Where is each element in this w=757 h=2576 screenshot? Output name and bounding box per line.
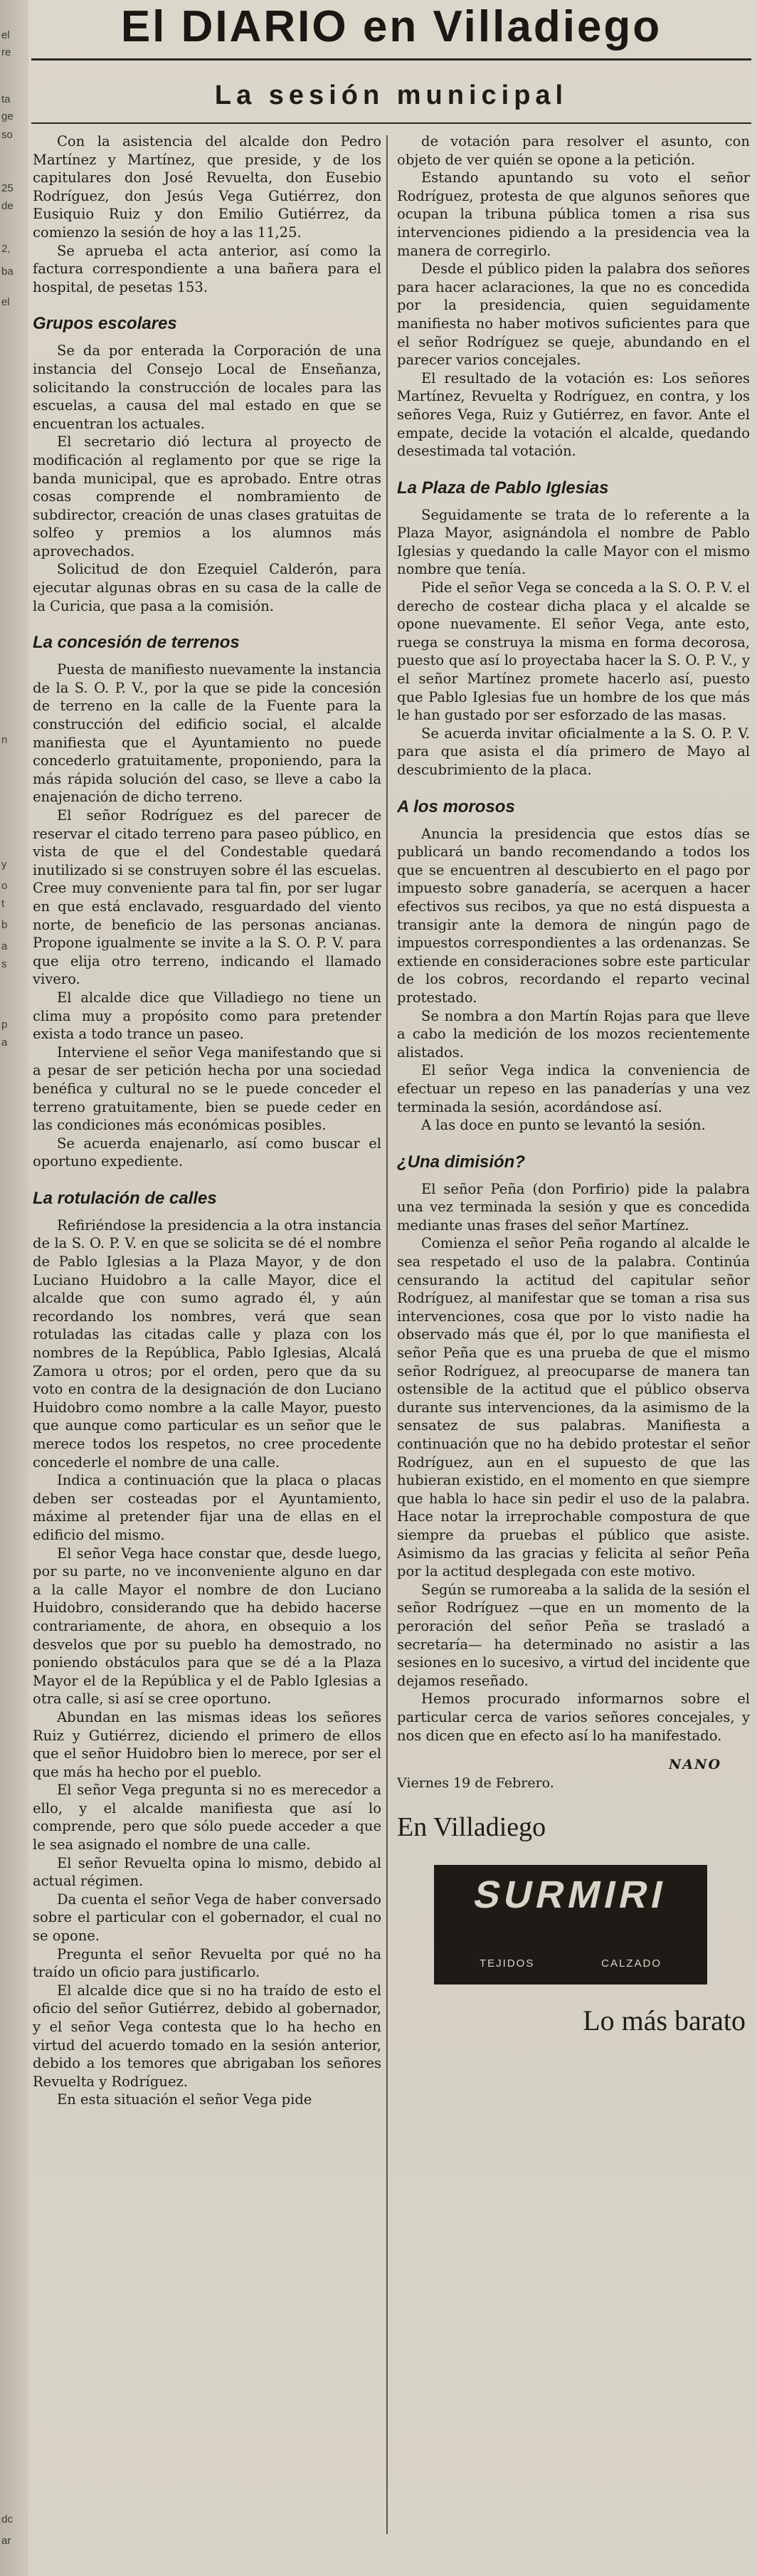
edge-fragment: el: [1, 296, 10, 308]
ad-tag-tejidos: TEJIDOS: [480, 1957, 535, 1970]
edge-fragment: a: [1, 940, 8, 952]
paragraph: Se acuerda enajenarlo, así como buscar el oportuno expediente.: [33, 1135, 381, 1170]
edge-fragment: s: [1, 958, 7, 970]
paragraph: Se nombra a don Martín Rojas para que lleve a cabo la medición de los mozos recientemente alistados.: [397, 1007, 750, 1061]
edge-fragment: p: [1, 1019, 8, 1031]
paragraph: El alcalde dice que Villadiego no tiene un clima muy a propósito como para pretender exista a todo trance un paseo.: [33, 989, 381, 1043]
edge-fragment: el: [1, 29, 10, 41]
ad-logo-box: [434, 1865, 707, 1984]
right-column: [397, 132, 750, 2538]
edge-fragment: o: [1, 880, 8, 892]
adjacent-column-edge: [0, 0, 28, 2576]
edge-fragment: t: [1, 898, 5, 910]
paragraph: Abundan en las mismas ideas los señores Ruiz y Gutiérrez, diciendo el primero de ellos que el señor Huidobro bien lo merece, por ser el que más ha hecho por el pueblo.: [33, 1708, 381, 1780]
paragraph: Pregunta el señor Revuelta por qué no ha traído un oficio para justificarlo.: [33, 1945, 381, 1981]
paragraph: Desde el público piden la palabra dos señores para hacer aclaraciones, la que no es concedida por la presidencia, quien seguidamente manifiesta no haber motivos suficientes para que el señor Rodríguez se queje, abundando en el parecer varios concejales.: [397, 261, 750, 369]
ad-tag-calzado: CALZADO: [601, 1957, 662, 1970]
paragraph: Pide el señor Vega se conceda a la S. O. P. V. el derecho de costear dicha placa y el alcalde se opone nuevamente. El señor Vega, ante esto, ruega se construya la misma en forma decorosa, puesto que así lo proyectaba hacer la S. O. P. V., y el señor Martínez promete hacerlo así, puesto que Pablo Iglesias fue un hombre de los que más le han gustado por ser esforzado de las masas.: [397, 579, 750, 724]
paragraph: de votación para resolver el asunto, con objeto de ver quién se opone a la petición.: [397, 133, 750, 168]
edge-fragment: ge: [1, 110, 14, 122]
paragraph: El señor Vega pregunta si no es merecedor a ello, y el alcalde manifiesta que así lo comprende, pero que sólo puede acceder a que le sea asignado el nombre de una calle.: [33, 1782, 381, 1854]
paragraph: El señor Revuelta opina lo mismo, debido al actual régimen.: [33, 1854, 381, 1890]
edge-fragment: ta: [1, 93, 11, 105]
ad-title: En Villadiego: [397, 1812, 546, 1843]
paragraph: Interviene el señor Vega manifestando que si a pesar de ser petición hecha por una sociedad benéfica y cultural no se le puede conceder el terreno gratuitamente, bien se puede ceder en las condiciones más económicas posibles.: [33, 1043, 381, 1134]
advertisement: [397, 1811, 750, 2039]
subheading: ¿Una dimisión?: [397, 1152, 525, 1172]
dateline: Viernes 19 de Febrero.: [397, 1775, 554, 1791]
paragraph: El señor Vega hace constar que, desde luego, por su parte, no ve inconveniente alguno en dar a la calle Mayor el nombre de don Luciano Huidobro, considerando que ha debido hacerse contrariamente, de ahora, en obsequio a los desvelos que por su pueblo ha demostrado, no poniendo obstáculos para que se dé a la Plaza Mayor el de la República y el de Pablo Iglesias a otra calle, si así se cree oportuno.: [33, 1545, 381, 1708]
paragraph: Hemos procurado informarnos sobre el particular cerca de varios señores concejales, y nos dicen que en efecto así lo ha manifestado.: [397, 1691, 750, 1744]
edge-fragment: dc: [1, 2513, 13, 2525]
edge-fragment: b: [1, 919, 8, 931]
masthead-rule: [31, 58, 751, 61]
paragraph: El resultado de la votación es: Los señores Martínez, Revuelta y Rodríguez, en contra, y los señores Vega, Ruiz y Gutiérrez, en favor. Ante el empate, decide la votación el alcalde, quedando desestimada tal votación.: [397, 369, 750, 460]
paragraph: Con la asistencia del alcalde don Pedro Martínez y Martínez, que preside, y de los capitulares don José Revuelta, don Eusebio Rodríguez, don Jesús Vega Gutiérrez, don Eusiquio Ruiz y don Emilio Gutiérrez, da comienzo la sesión de hoy a las 11,25.: [33, 133, 381, 241]
paragraph: El alcalde dice que si no ha traído de esto el oficio del señor Gutiérrez, debido al gobernador, y el señor Vega contesta que lo ha hecho en virtud del acuerdo tomado en la sesión anterior, debido a los temores que abrigaban los señores Revuelta y Rodríguez.: [33, 1982, 381, 2090]
paragraph: Seguidamente se trata de lo referente a la Plaza Mayor, asignándola el nombre de Pablo Iglesias y quedando la calle Mayor con el mismo nombre que tenía.: [397, 506, 750, 578]
paragraph: Indica a continuación que la placa o placas deben ser costeadas por el Ayuntamiento, máxime al pretender fijar una de ellas en el edificio del mismo.: [33, 1472, 381, 1543]
edge-fragment: 25: [1, 182, 14, 194]
masthead-title: El DIARIO en Villadiego: [120, 2, 662, 51]
paragraph: El secretario dió lectura al proyecto de modificación al reglamento por que se rige la banda municipal, que es aprobado. Entre otras cosas comprende el nombramiento de subdirector, creación de unas clases gratuitas de solfeo y premios a los alumnos más aprovechados.: [33, 433, 381, 559]
paragraph: Comienza el señor Peña rogando al alcalde le sea respetado el uso de la palabra. Continúa censurando la actitud del capitular señor Rodríguez, al manifestar que se toman a risa sus intervenciones, cosa que por lo visto nadie ha observado más que él, por lo que manifiesta el señor Peña que es una prueba de que el mismo señor Rodríguez, al preocuparse de manera tan ostensible de la actitud que el público observa durante sus intervenciones, da la asimismo de la sensatez de sus palabras. Manifiesta a continuación que no ha debido protestar el señor Rodríguez, aun en el supuesto de que las hubieran existido, en el momento en que siempre que habla lo hace sin pedir el uso de la palabra. Hace notar la irreprochable compostura de que siempre da pruebas el público que asiste. Asimismo da las gracias y felicita al señor Peña por la actitud desplegada con este motivo.: [397, 1235, 750, 1580]
paragraph: Anuncia la presidencia que estos días se publicará un bando recomendando a todos los que se encuentren al descubierto en el pago por impuesto sobre ganadería, se acerquen a hacer efectivos sus recibos, ya que no está dispuesta a transigir ante la demora de ningún pago de impuestos correspondientes a las ordenanzas. Se extiende en consideraciones sobre este particular de los cobros, recordando el reparto vecinal protestado.: [397, 825, 750, 1006]
edge-fragment: ba: [1, 266, 14, 278]
paragraph: Se da por enterada la Corporación de una instancia del Consejo Local de Enseñanza, solicitando la construcción de locales para las escuelas, a causa del mal estado en que se encuentran los actuales.: [33, 342, 381, 432]
ad-brand-logo: SURMIRI: [470, 1873, 672, 1917]
paragraph: Según se rumoreaba a la salida de la sesión el señor Rodríguez —que en un momento de la peroración del señor Peña se trasladó a secretaría— ha determinado no asistir a las sesiones en lo sucesivo, a virtud del incidente que dejamos reseñado.: [397, 1581, 750, 1689]
subheading: La rotulación de calles: [33, 1188, 217, 1208]
subheading: Grupos escolares: [33, 314, 177, 334]
paragraph: A las doce en punto se levantó la sesión.: [421, 1117, 706, 1134]
paragraph: Se aprueba el acta anterior, así como la factura correspondiente a una bañera para el hospital, de pesetas 153.: [33, 242, 381, 295]
edge-fragment: 2,: [1, 243, 11, 255]
paragraph: Solicitud de don Ezequiel Calderón, para ejecutar algunas obras en su casa de la calle de la Curicia, que pasa a la comisión.: [33, 561, 381, 614]
edge-fragment: re: [1, 46, 11, 58]
paragraph: En esta situación el señor Vega pide: [57, 2091, 312, 2108]
edge-fragment: y: [1, 858, 7, 871]
edge-fragment: ar: [1, 2535, 11, 2547]
left-column: [33, 132, 381, 2538]
subheading: A los morosos: [397, 797, 515, 816]
edge-fragment: n: [1, 734, 8, 746]
edge-fragment: a: [1, 1036, 8, 1048]
paragraph: Estando apuntando su voto el señor Rodríguez, protesta de que algunos señores que ocupan la tribuna pública tomen a risa sus intervenciones pidiendo a la presidencia vea la manera de corregirlo.: [397, 169, 750, 259]
paragraph: El señor Vega indica la conveniencia de efectuar un repeso en las panaderías y una vez terminada la sesión, acordándose así.: [397, 1062, 750, 1115]
column-divider: [386, 135, 388, 2534]
author-signature: NANO: [668, 1757, 721, 1773]
paragraph: Refiriéndose la presidencia a la otra instancia de la S. O. P. V. en que se solicita se dé el nombre de Pablo Iglesias a la Plaza Mayor, y de don Luciano Huidobro a la calle Mayor, dice el alcalde que con sumo agrado él, y aún recordando los nombres, verá que sean rotuladas las citadas calle y plaza con los nombres de la República, Pablo Iglesias, Alcalá Zamora u otros; por el orden, pero que da su voto en contra de la designación de don Luciano Huidobro como nombre a la calle Mayor, puesto que aunque como particular es un señor que le merece todos los respetos, no cree procedente concederle el nombre de una calle.: [33, 1216, 381, 1471]
ad-slogan: Lo más barato: [583, 2004, 746, 2037]
section-rule: [31, 122, 751, 124]
paragraph: Se acuerda invitar oficialmente a la S. O. P. V. para que asista el día primero de Mayo al descubrimiento de la placa.: [397, 725, 750, 778]
paragraph: Puesta de manifiesto nuevamente la instancia de la S. O. P. V., por la que se pide la concesión de terreno en la calle de la Fuente para la construcción del edificio social, el alcalde manifiesta que el Ayuntamiento no puede concederlo gratuitamente, proponiendo, para la más rápida solución del caso, se lleve a cabo la enajenación de dicho terreno.: [33, 661, 381, 806]
paragraph: El señor Peña (don Porfirio) pide la palabra una vez terminada la sesión y que es concedida mediante unas frases del señor Martínez.: [397, 1180, 750, 1234]
section-title: La sesión municipal: [214, 80, 568, 110]
subheading: La Plaza de Pablo Iglesias: [397, 478, 609, 498]
paragraph: El señor Rodríguez es del parecer de reservar el citado terreno para paseo público, en vista de que el del Condestable quedará inutilizado si se construyen sobre él las escuelas. Cree muy conveniente para tal fin, por ser lugar en que está enclavado, resguardado del viento norte, de beneficio de las personas ancianas. Propone igualmente se invite a la S. O. P. V. para que elija otro terreno, indicando el llamado vivero.: [33, 807, 381, 988]
paragraph: Da cuenta el señor Vega de haber conversado sobre el particular con el gobernador, el cual no se opone.: [33, 1891, 381, 1945]
edge-fragment: so: [1, 129, 13, 141]
edge-fragment: de: [1, 200, 14, 212]
subheading: La concesión de terrenos: [33, 633, 240, 653]
